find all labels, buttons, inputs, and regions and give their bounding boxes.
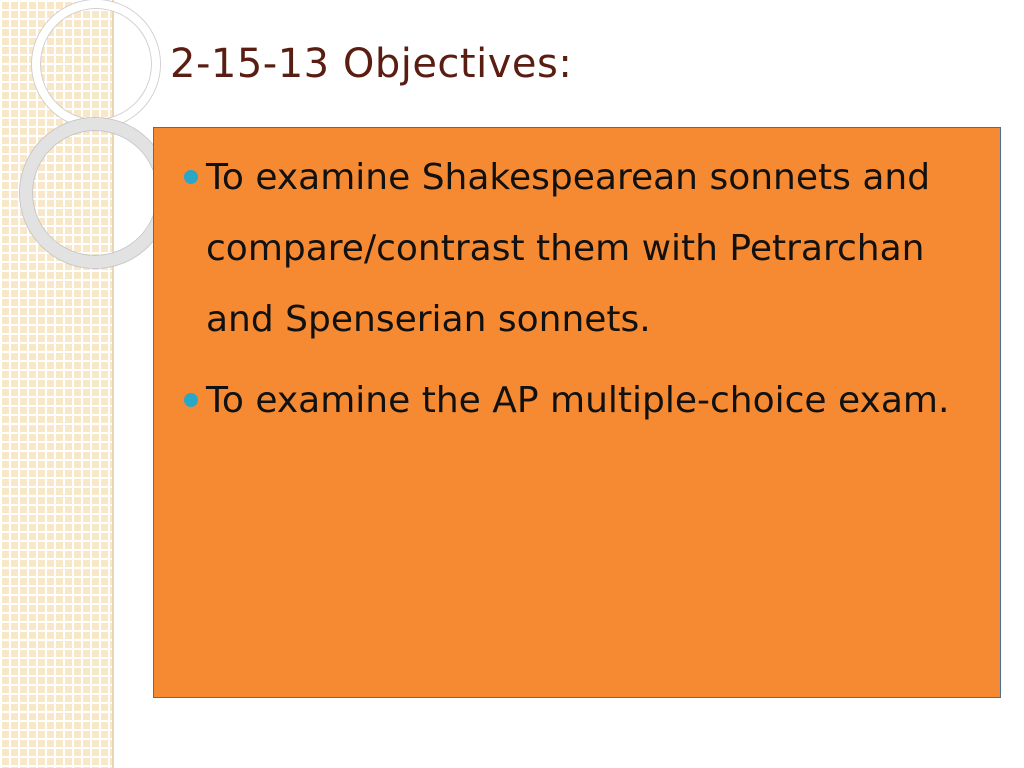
objectives-list <box>184 142 980 436</box>
slide-title: 2-15-13 Objectives: <box>170 41 573 87</box>
decorative-ring-icon <box>20 118 170 268</box>
list-item <box>184 142 980 355</box>
bullet-icon <box>184 393 198 407</box>
list-item <box>184 365 980 436</box>
bullet-text: To examine the AP multiple-choice exam. <box>206 380 950 421</box>
content-box <box>153 127 1001 698</box>
decorative-ring-icon <box>32 0 160 128</box>
bullet-text: To examine Shakespearean sonnets and compare/contrast them with Petrarchan and Spenserian sonnets. <box>206 157 931 340</box>
bullet-icon <box>184 170 198 184</box>
